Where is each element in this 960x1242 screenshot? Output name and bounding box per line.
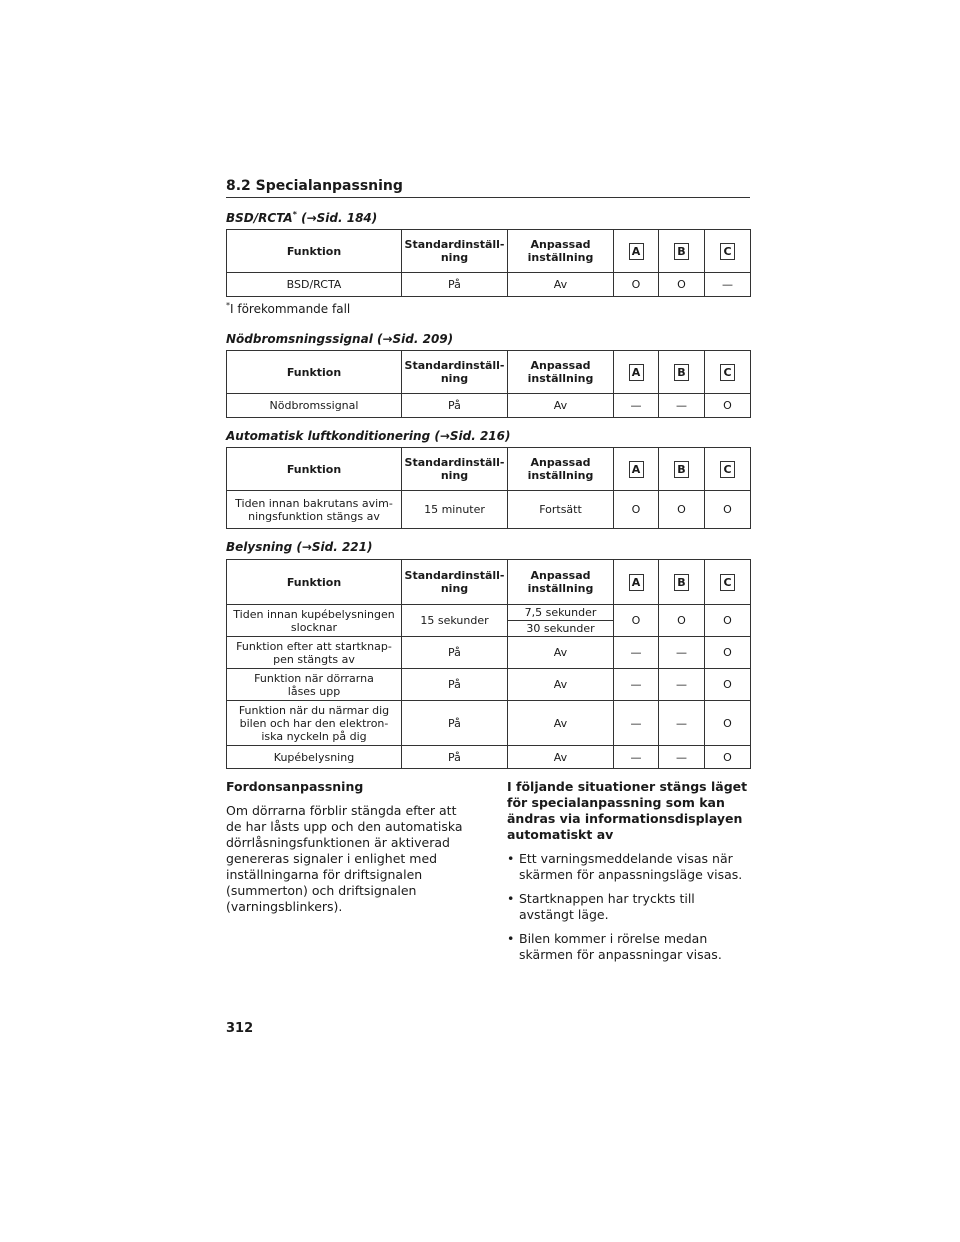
cell-b: — [659, 394, 705, 418]
col-a [614, 448, 659, 491]
col-funktion: Funktion [227, 560, 402, 605]
table-header-row [227, 351, 751, 394]
col-c [705, 560, 751, 605]
cell-c: O [705, 701, 751, 746]
table-row [227, 491, 751, 529]
cell-c: O [705, 637, 751, 669]
col-c [705, 230, 751, 273]
section-title: 8.2 Specialanpassning [226, 178, 750, 198]
col-a [614, 351, 659, 394]
table-row [227, 605, 751, 621]
belysning-table [226, 559, 751, 769]
col-a [614, 560, 659, 605]
table-header-row [227, 448, 751, 491]
cell-b: O [659, 273, 705, 297]
cell-funktion: Kupébelysning [227, 746, 402, 769]
table-row [227, 669, 751, 701]
cell-a: O [614, 491, 659, 529]
label-c-icon: C [720, 243, 735, 260]
cell-standard: På [402, 637, 508, 669]
cell-a: — [614, 746, 659, 769]
cell-standard: På [402, 669, 508, 701]
cell-funktion: Funktion när du närmar dig bilen och har den elektron- iska nyckeln på dig [227, 701, 402, 746]
cell-a: — [614, 701, 659, 746]
col-funktion: Funktion [227, 230, 402, 273]
label-a-icon: A [629, 364, 644, 381]
cell-standard: På [402, 394, 508, 418]
table-row [227, 746, 751, 769]
cell-standard: På [402, 701, 508, 746]
label-c-icon: C [720, 364, 735, 381]
bsd-heading: BSD/RCTA* (→Sid. 184) [226, 210, 378, 225]
left-column [226, 779, 476, 923]
col-anpassad: Anpassad inställning [508, 351, 614, 394]
nod-heading: Nödbromsningssignal (→Sid. 209) [226, 332, 454, 346]
list-item: • Bilen kommer i rörelse medan skärmen för anpassningar visas. [507, 931, 750, 963]
cell-a: — [614, 669, 659, 701]
right-column-title: I följande situationer stängs läget för specialanpassning som kan ändras via informationsdisplayen automatiskt av [507, 779, 748, 842]
cell-b: — [659, 669, 705, 701]
cell-b: O [659, 491, 705, 529]
table-header-row [227, 230, 751, 273]
col-b [659, 448, 705, 491]
table-row [227, 273, 751, 297]
cell-funktion: Funktion efter att startknap- pen stängts av [227, 637, 402, 669]
cell-funktion: Nödbromssignal [227, 394, 402, 418]
col-b [659, 230, 705, 273]
bsd-table [226, 229, 751, 297]
col-anpassad: Anpassad inställning [508, 560, 614, 605]
cell-c: O [705, 669, 751, 701]
col-b [659, 560, 705, 605]
label-c-icon: C [720, 574, 735, 591]
cell-funktion: Tiden innan bakrutans avim- ningsfunktion stängs av [227, 491, 402, 529]
cell-c: — [705, 273, 751, 297]
belysning-heading: Belysning (→Sid. 221) [226, 540, 373, 554]
label-a-icon: A [629, 574, 644, 591]
col-standard: Standardinställ- ning [402, 448, 508, 491]
bullet-list [507, 851, 750, 963]
cell-b: O [659, 605, 705, 637]
cell-anpassad: 30 sekunder [508, 621, 614, 637]
footnote: *I förekommande fall [226, 301, 351, 316]
cell-anpassad: 7,5 sekunder [508, 605, 614, 621]
cell-anpassad: Av [508, 637, 614, 669]
page-number: 312 [226, 1021, 254, 1036]
cell-standard: 15 minuter [402, 491, 508, 529]
list-item: • Startknappen har tryckts till avstängt läge. [507, 891, 750, 923]
klimat-table [226, 447, 751, 529]
label-a-icon: A [629, 461, 644, 478]
cell-a: — [614, 637, 659, 669]
cell-b: — [659, 746, 705, 769]
cell-anpassad: Av [508, 669, 614, 701]
col-a [614, 230, 659, 273]
cell-anpassad: Fortsätt [508, 491, 614, 529]
col-funktion: Funktion [227, 351, 402, 394]
col-funktion: Funktion [227, 448, 402, 491]
cell-c: O [705, 491, 751, 529]
list-item: • Ett varningsmeddelande visas när skärmen för anpassningsläge visas. [507, 851, 750, 883]
cell-funktion: Tiden innan kupébelysningen slocknar [227, 605, 402, 637]
col-standard: Standardinställ- ning [402, 230, 508, 273]
label-b-icon: B [674, 574, 689, 591]
cell-standard: 15 sekunder [402, 605, 508, 637]
table-row [227, 637, 751, 669]
col-standard: Standardinställ- ning [402, 351, 508, 394]
cell-standard: På [402, 746, 508, 769]
label-b-icon: B [674, 364, 689, 381]
label-b-icon: B [674, 461, 689, 478]
cell-standard: På [402, 273, 508, 297]
col-anpassad: Anpassad inställning [508, 448, 614, 491]
table-header-row [227, 560, 751, 605]
label-a-icon: A [629, 243, 644, 260]
table-row [227, 701, 751, 746]
col-anpassad: Anpassad inställning [508, 230, 614, 273]
cell-anpassad: Av [508, 746, 614, 769]
cell-c: O [705, 746, 751, 769]
cell-funktion: Funktion när dörrarna låses upp [227, 669, 402, 701]
left-column-body: Om dörrarna förblir stängda efter att de har låsts upp och den automatiska dörrlåsningsfunktionen är aktiverad genereras signaler i enlighet med inställningarna för driftsignalen (summerton) och driftsignalen (varningsblinkers). [226, 803, 463, 914]
cell-a: O [614, 605, 659, 637]
label-c-icon: C [720, 461, 735, 478]
col-c [705, 448, 751, 491]
cell-anpassad: Av [508, 394, 614, 418]
klimat-heading: Automatisk luftkonditionering (→Sid. 216) [226, 429, 511, 443]
col-standard: Standardinställ- ning [402, 560, 508, 605]
cell-b: — [659, 701, 705, 746]
table-row [227, 394, 751, 418]
cell-c: O [705, 605, 751, 637]
cell-funktion: BSD/RCTA [227, 273, 402, 297]
nod-table [226, 350, 751, 418]
cell-c: O [705, 394, 751, 418]
label-b-icon: B [674, 243, 689, 260]
col-c [705, 351, 751, 394]
right-column [507, 779, 750, 971]
cell-anpassad: Av [508, 273, 614, 297]
left-column-title: Fordonsanpassning [226, 779, 364, 794]
cell-a: O [614, 273, 659, 297]
cell-a: — [614, 394, 659, 418]
col-b [659, 351, 705, 394]
cell-b: — [659, 637, 705, 669]
cell-anpassad: Av [508, 701, 614, 746]
